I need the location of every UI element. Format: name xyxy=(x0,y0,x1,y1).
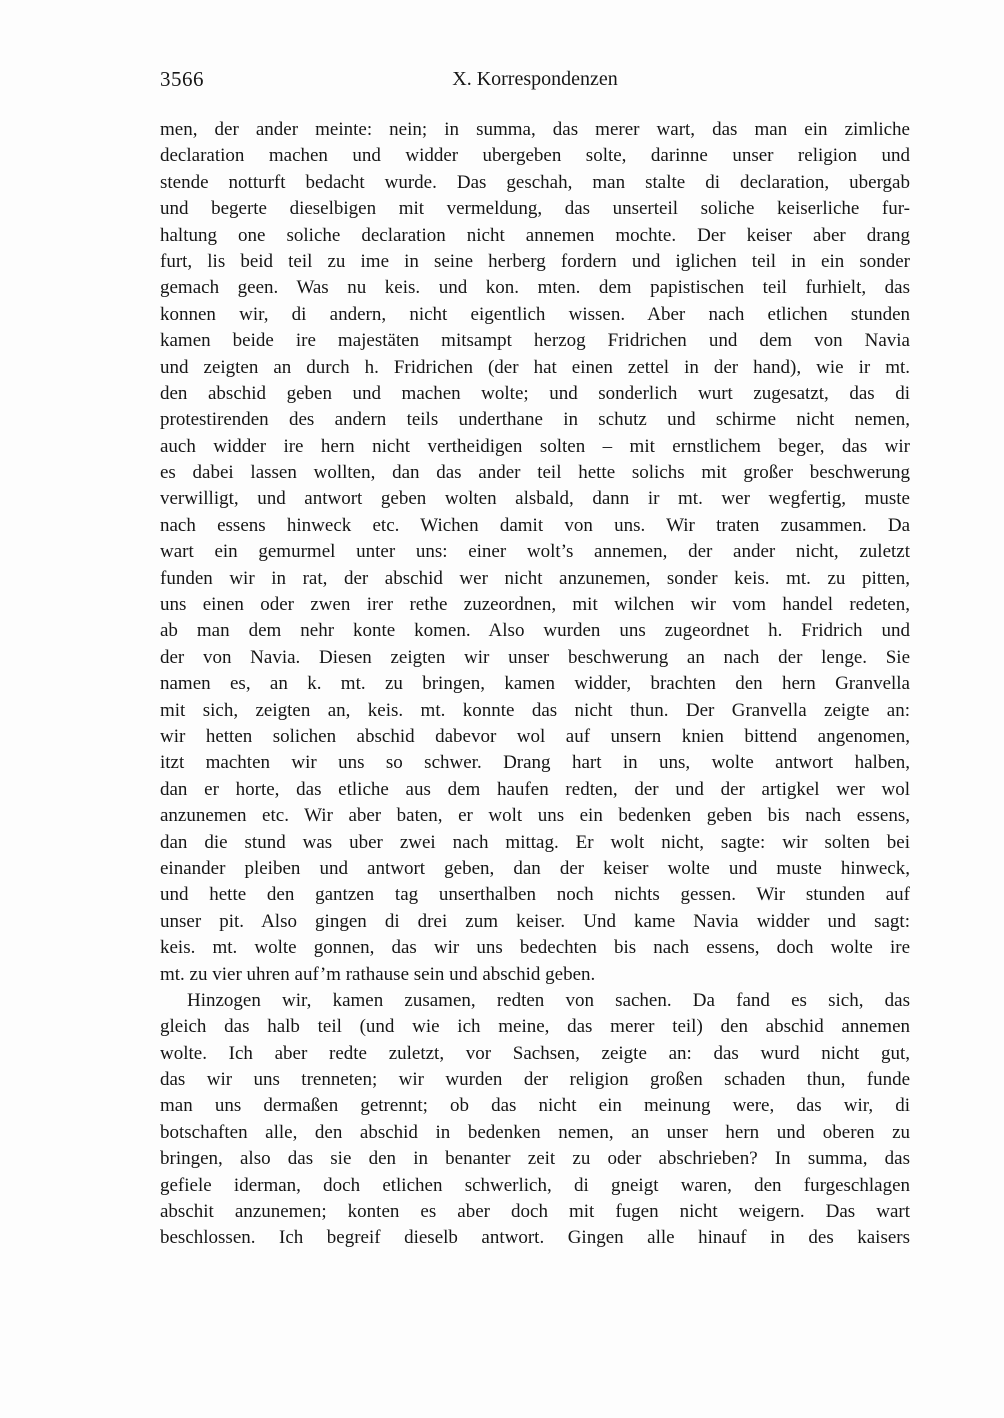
text-line: man uns dermaßen getrennt; ob das nicht ein meinung were, das wir, di xyxy=(160,1095,910,1117)
text-line: gemach geen. Was nu keis. und kon. mten. dem papistischen teil furhielt, das xyxy=(160,277,910,299)
text-line: keis. mt. wolte gonnen, das wir uns bedechten bis nach essens, doch wolte ire xyxy=(160,937,910,959)
text-line: wart ein gemurmel unter uns: einer wolt’s annemen, der ander nicht, zuletzt xyxy=(160,541,910,563)
text-line: mit sich, zeigten an, keis. mt. konnte das nicht thun. Der Granvella zeigte an: xyxy=(160,699,910,721)
running-header: X. Korrespondenzen xyxy=(452,68,618,90)
text-line: unser pit. Also gingen di drei zum keiser. Und kame Navia widder und sagt: xyxy=(160,910,910,932)
text-line: dan er horte, das etliche aus dem haufen redten, der und der artigkel wer wol xyxy=(160,778,910,800)
text-line: mt. zu vier uhren auf’m rathause sein und abschid geben. xyxy=(160,963,596,985)
page-number: 3566 xyxy=(160,67,204,91)
text-line: funden wir in rat, der abschid wer nicht anzunemen, sonder keis. mt. zu pitten, xyxy=(160,567,910,589)
text-line: declaration machen und widder ubergeben solte, darinne unser religion und xyxy=(160,145,910,167)
text-line: es dabei lassen wollten, dan das ander teil hette solichs mit großer beschwerung xyxy=(160,462,910,484)
text-line: auch widder ire hern nicht vertheidigen solten – mit ernstlichem beger, das wir xyxy=(160,435,910,457)
text-line: namen es, an k. mt. zu bringen, kamen widder, brachten den hern Granvella xyxy=(160,673,910,695)
text-line: und hette den gantzen tag unserthalben noch nichts gessen. Wir stunden auf xyxy=(160,884,910,906)
text-line: den abschid geben und machen wolte; und sonderlich wurt zugesatzt, das di xyxy=(160,382,910,404)
text-line: das wir uns trenneten; wir wurden der religion großen schaden thun, funde xyxy=(160,1069,910,1091)
text-line: furt, lis beid teil zu ime in seine herberg fordern und iglichen teil in ein sonder xyxy=(160,250,910,272)
text-line: beschlossen. Ich begreif dieselb antwort. Gingen alle hinauf in des kaisers xyxy=(160,1227,910,1249)
text-line: bringen, also das sie den in benanter zeit zu oder abschrieben? In summa, das xyxy=(160,1148,910,1170)
text-line: gleich das halb teil (und wie ich meine, das merer teil) den abschid annemen xyxy=(160,1016,910,1038)
text-line: wir hetten solichen abschid dabevor wol auf unsern knien bittend angenomen, xyxy=(160,725,910,747)
body-text xyxy=(160,117,910,1252)
text-line: dan die stund was uber zwei nach mittag. Er wolt nicht, sagte: wir solten bei xyxy=(160,831,910,853)
text-line: abschit anzunemen; konten es aber doch mit fugen nicht weigern. Das wart xyxy=(160,1201,910,1223)
text-line: stende notturft bedacht wurde. Das geschah, man stalte di declaration, ubergab xyxy=(160,171,910,193)
text-line: konnen wir, di andern, nicht eigentlich wissen. Aber nach etlichen stunden xyxy=(160,303,910,325)
text-line: haltung one soliche declaration nicht annemen mochte. Der keiser aber drang xyxy=(160,224,910,246)
text-line: einander pleiben und antwort geben, dan der keiser wolte und muste hinweck, xyxy=(160,857,910,879)
text-line: und begerte dieselbigen mit vermeldung, das unserteil soliche keiserliche fur- xyxy=(160,198,910,220)
text-line: Hinzogen wir, kamen zusamen, redten von sachen. Da fand es sich, das xyxy=(187,989,910,1011)
text-line: anzunemen etc. Wir aber baten, er wolt uns ein bedenken geben bis nach essens, xyxy=(160,805,910,827)
text-line: ab man dem nehr konte komen. Also wurden uns zugeordnet h. Fridrich und xyxy=(160,620,910,642)
text-line: protestirenden des andern teils underthane in schutz und schirme nicht nemen, xyxy=(160,409,910,431)
text-line: verwilligt, und antwort geben wolten alsbald, dann ir mt. wer wegfertig, muste xyxy=(160,488,910,510)
text-line: itzt machten wir uns so schwer. Drang hart in uns, wolte antwort halben, xyxy=(160,752,910,774)
text-line: gefiele iderman, doch etlichen schwerlich, di gneigt waren, den furgeschlagen xyxy=(160,1174,910,1196)
text-line: der von Navia. Diesen zeigten wir unser beschwerung an nach der lenge. Sie xyxy=(160,646,910,668)
page-header xyxy=(160,66,910,92)
text-line: kamen beide ire majestäten mitsampt herzog Fridrichen und dem von Navia xyxy=(160,330,910,352)
text-line: uns einen oder zwen irer rethe zuzeordnen, mit wilchen wir vom handel redeten, xyxy=(160,594,910,616)
text-line: und zeigten an durch h. Fridrichen (der hat einen zettel in der hand), wie ir mt. xyxy=(160,356,910,378)
text-line: nach essens hinweck etc. Wichen damit von uns. Wir traten zusammen. Da xyxy=(160,514,910,536)
text-line: men, der ander meinte: nein; in summa, das merer wart, das man ein zimliche xyxy=(160,119,910,140)
text-line: wolte. Ich aber redte zuletzt, vor Sachsen, zeigte an: das wurd nicht gut, xyxy=(160,1042,910,1064)
text-line: botschaften alle, den abschid in bedenken nemen, an unser hern und oberen zu xyxy=(160,1121,910,1143)
